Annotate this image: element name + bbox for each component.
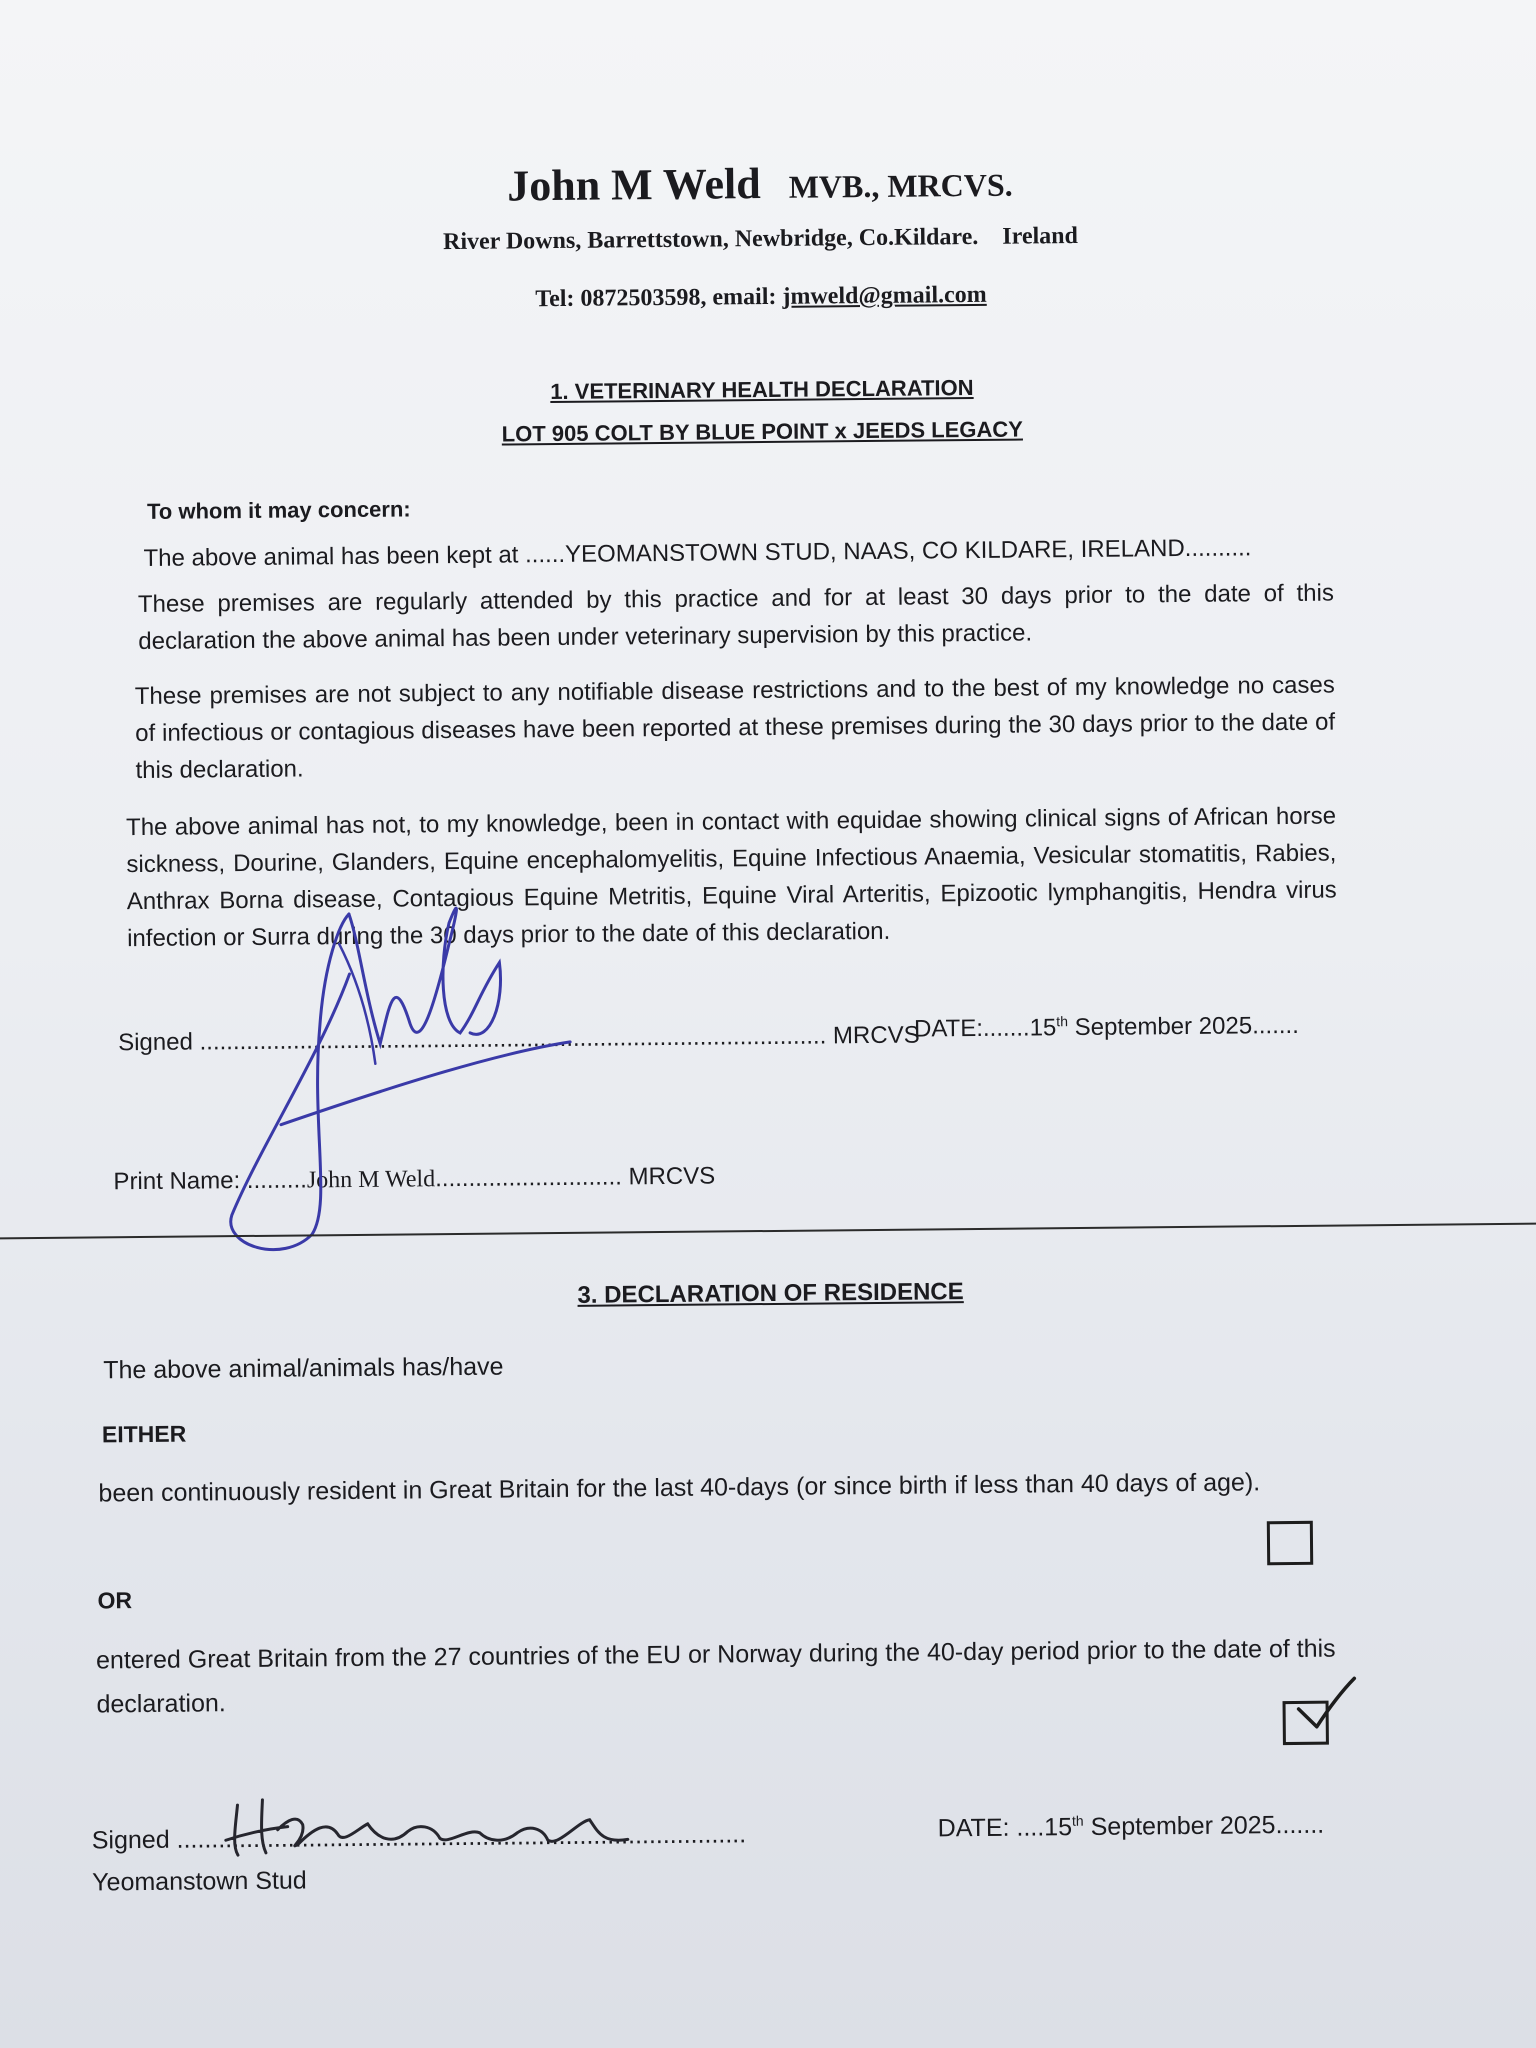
email-label: email: xyxy=(712,283,777,311)
letterhead-contact xyxy=(0,277,1529,319)
stud-date-rest: September 2025....... xyxy=(1083,1810,1325,1842)
kept-at-line: The above animal has been kept at ......YEOMANSTOWN STUD, NAAS, CO KILDARE, IRELAND.......... xyxy=(143,534,1252,572)
vet-qualifications: MVB., MRCVS. xyxy=(788,166,1013,205)
paragraph-restrictions: These premises are not subject to any notifiable disease restrictions and to the best of my knowledge no cases of infectious or contagious diseases have been reported at these premises during the 30 days prior to the date of this declaration. xyxy=(134,671,1336,785)
section3-title: 3. DECLARATION OF RESIDENCE xyxy=(577,1278,964,1309)
address-country: Ireland xyxy=(1002,222,1079,250)
lot-title: LOT 905 COLT BY BLUE POINT x JEEDS LEGACY xyxy=(501,416,1023,447)
letterhead-name xyxy=(0,151,1528,217)
option-resident: been continuously resident in Great Britain for the last 40-days (or since birth if less than 40 days of age). xyxy=(98,1468,1261,1508)
print-name-value: John M Weld xyxy=(306,1166,436,1194)
option-resident-checkbox[interactable] xyxy=(1267,1521,1313,1565)
salutation: To whom it may concern: xyxy=(146,496,411,524)
vet-name: John M Weld xyxy=(506,159,761,211)
residence-intro: The above animal/animals has/have xyxy=(103,1352,504,1385)
stud-date-sup: th xyxy=(1071,1812,1084,1829)
vet-date-sup: th xyxy=(1056,1013,1069,1030)
letterhead-address xyxy=(0,219,1529,261)
vet-date xyxy=(914,1007,1299,1048)
option-entered-checkmark xyxy=(1292,1674,1363,1745)
vet-date-rest: September 2025....... xyxy=(1067,1011,1299,1042)
or-label: OR xyxy=(97,1587,133,1614)
print-name-suffix: MRCVS xyxy=(628,1162,716,1191)
print-name-label: Print Name: ......... xyxy=(113,1166,307,1196)
stud-signed-label: Signed .................................................................................. xyxy=(91,1820,747,1855)
paragraph-contact-diseases: The above animal has not, to my knowledge, been in contact with equidae showing clinical signs of African horse sickness, Dourine, Glanders, Equine encephalomyelitis, Equine Infectious Anaemia, Vesicular stomatitis, Rabies, Anthrax Borna disease, Contagious Equine Metritis, Equine Viral Arteritis, Epizootic lymphangitis, Hendra virus infection or Surra during the 30 days prior to the date of this declaration. xyxy=(125,802,1337,953)
address-text: River Downs, Barrettstown, Newbridge, Co.Kildare. xyxy=(442,223,979,256)
vet-signature xyxy=(199,882,603,1266)
either-label: EITHER xyxy=(101,1420,187,1448)
telephone: Tel: 0872503598, xyxy=(535,284,707,313)
print-name-dots: ............................ xyxy=(435,1163,622,1193)
vet-signed-label: Signed .............................................................................................. xyxy=(118,1022,827,1057)
section1-title: 1. VETERINARY HEALTH DECLARATION xyxy=(550,374,974,405)
stud-date-prefix: DATE: ....15 xyxy=(937,1813,1073,1843)
vet-date-prefix: DATE:.......15 xyxy=(913,1014,1057,1043)
paragraph-supervision: These premises are regularly attended by this practice and for at least 30 days prior to the date of this declaration the above animal has been under veterinary supervision by this practice. xyxy=(137,579,1335,656)
stud-signer-name: Yeomanstown Stud xyxy=(92,1866,307,1897)
vet-signed-suffix: MRCVS xyxy=(832,1021,920,1050)
email-address: jmweld@gmail.com xyxy=(782,281,987,310)
stud-date xyxy=(938,1807,1325,1848)
option-entered: entered Great Britain from the 27 countries of the EU or Norway during the 40-day period prior to the date of this declaration. xyxy=(95,1634,1336,1719)
stud-signature xyxy=(217,1781,648,1875)
